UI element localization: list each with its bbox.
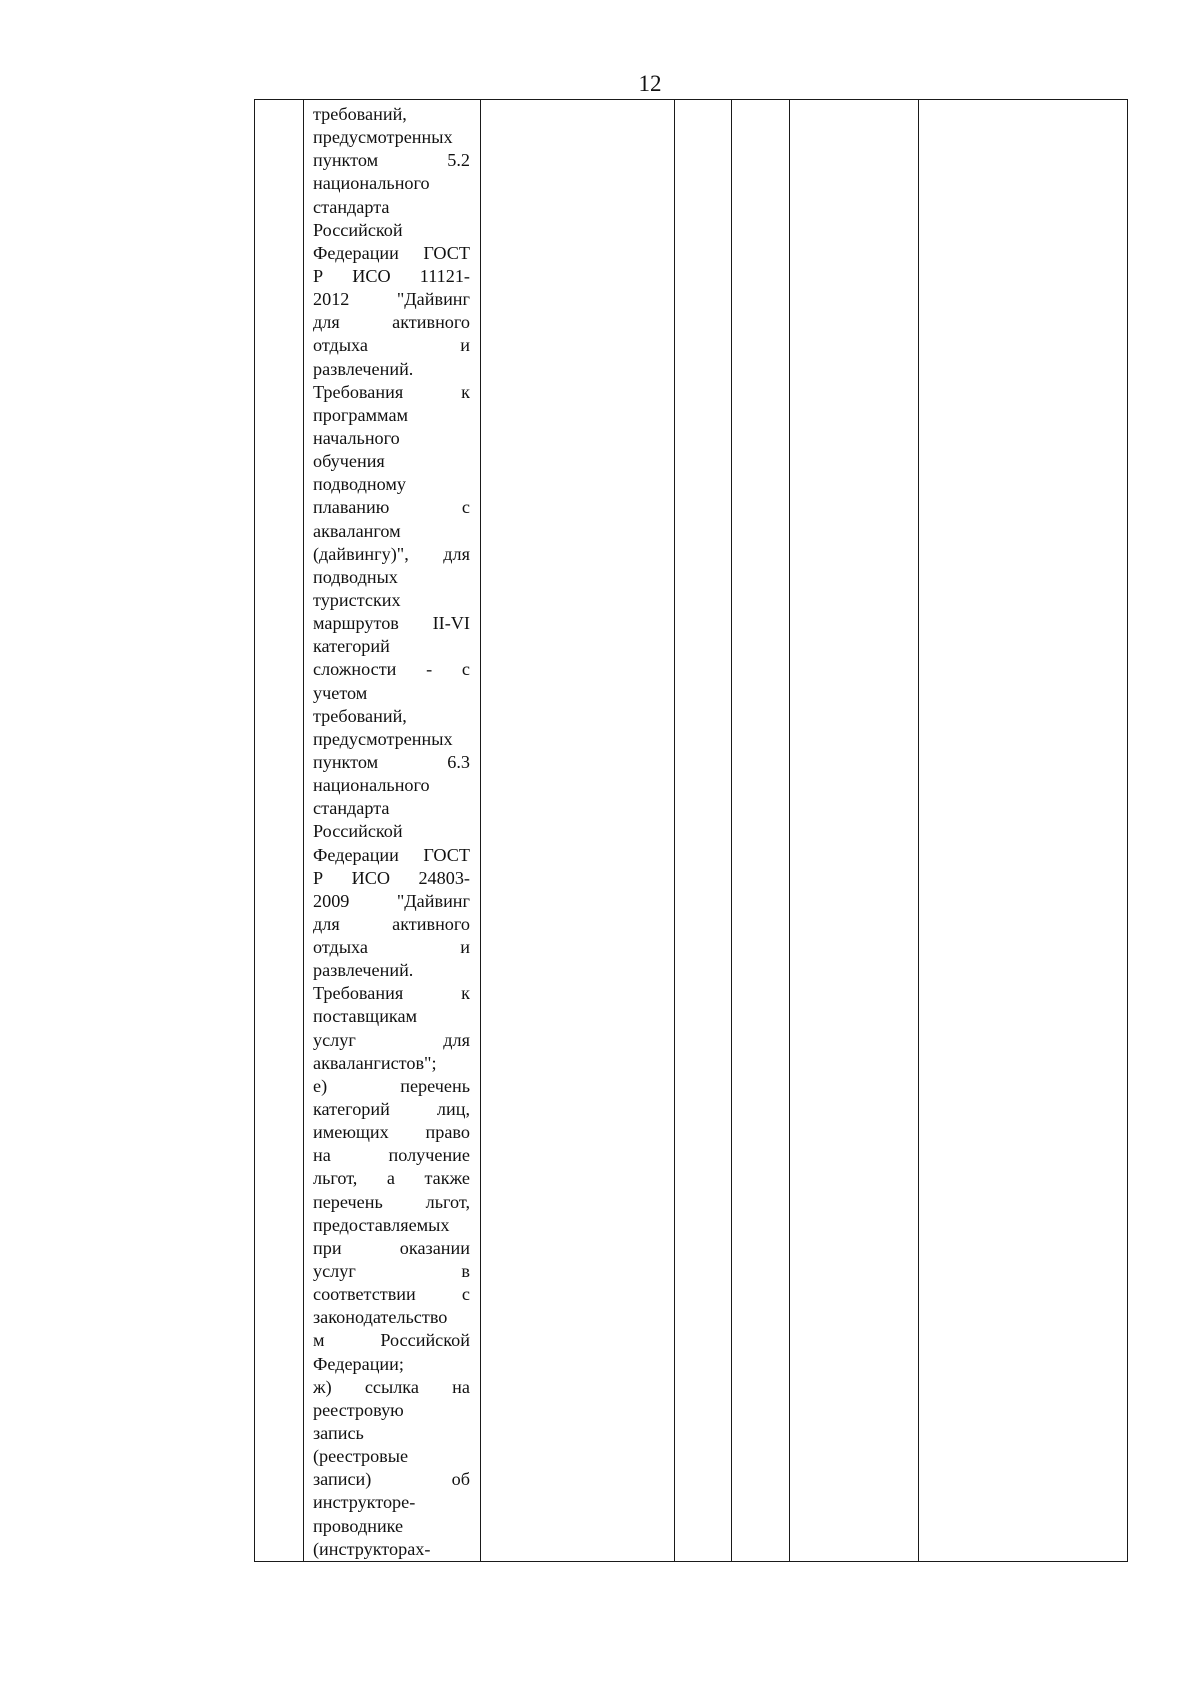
text-line: туристских [313,589,401,610]
table-row [255,100,1128,1562]
text-line: при оказании [313,1237,470,1258]
text-line: (дайвингу)", для [313,543,470,564]
text-line: (реестровые [313,1446,409,1467]
requirements-text-block [313,103,470,1561]
text-line: пунктом 5.2 [313,150,470,171]
table-cell-empty-6 [790,100,919,1562]
text-line: проводнике [313,1515,404,1536]
text-line: плаванию с [313,497,470,518]
text-line: запись [313,1423,364,1444]
table-cell-empty-5 [732,100,790,1562]
text-line: учетом [313,682,368,703]
text-line: требований, [313,705,407,726]
text-line: развлечений. [313,358,414,379]
text-line: категорий лиц, [313,1099,470,1120]
text-line: требований, [313,104,407,124]
text-line: отдыха и [313,937,470,958]
text-line: маршрутов II-VI [313,613,470,634]
table-cell-empty-3 [481,100,675,1562]
text-line: поставщикам [313,1006,418,1027]
text-line: на получение [313,1145,470,1166]
text-line: услуг в [313,1261,470,1282]
text-line: м Российской [313,1330,470,1351]
text-line: для активного [313,913,470,934]
text-line: услуг для [313,1029,470,1050]
text-line: Требования к [313,983,470,1004]
text-line: Р ИСО 24803- [313,867,470,888]
text-line: е) перечень [313,1075,470,1096]
text-line: Федерации; [313,1353,404,1374]
text-line: развлечений. [313,960,414,981]
table-cell-number [255,100,304,1562]
text-line: соответствии с [313,1284,470,1305]
text-line: программам [313,404,409,425]
text-line: реестровую [313,1399,404,1420]
text-line: стандарта [313,798,390,819]
table-cell-requirements-text [304,100,481,1562]
text-line: подводных [313,566,398,587]
text-line: имеющих право [313,1122,470,1143]
text-line: стандарта [313,196,390,217]
text-line: льгот, а также [313,1168,470,1189]
document-table [254,99,1128,1562]
text-line: предусмотренных [313,728,453,749]
page-number: 12 [638,71,662,96]
text-line: Российской [313,219,403,240]
text-line: национального [313,173,430,194]
text-line: начального [313,427,400,448]
text-line: для активного [313,312,470,333]
text-line: национального [313,775,430,796]
text-line: 2009 "Дайвинг [313,890,470,911]
text-line: предусмотренных [313,127,453,148]
text-line: сложности - с [313,659,470,680]
table-cell-empty-7 [919,100,1128,1562]
text-line: пунктом 6.3 [313,751,470,772]
text-line: законодательство [313,1307,448,1328]
text-line: аквалангом [313,520,401,541]
text-line: категорий [313,636,390,657]
text-line: обучения [313,451,385,472]
text-line: Федерации ГОСТ [313,844,470,865]
text-line: ж) ссылка на [313,1376,470,1397]
text-line: Требования к [313,381,470,402]
text-line: предоставляемых [313,1214,450,1235]
text-line: отдыха и [313,335,470,356]
text-line: Федерации ГОСТ [313,242,470,263]
text-line: Российской [313,821,403,842]
text-line: Р ИСО 11121- [313,265,470,286]
text-line: инструкторе- [313,1492,416,1513]
text-line: подводному [313,474,406,495]
text-line: перечень льгот, [313,1191,470,1212]
text-line: аквалангистов"; [313,1052,437,1073]
text-line: (инструкторах- [313,1538,431,1559]
text-line: записи) об [313,1469,470,1490]
text-line: 2012 "Дайвинг [313,289,470,310]
table-cell-empty-4 [675,100,732,1562]
